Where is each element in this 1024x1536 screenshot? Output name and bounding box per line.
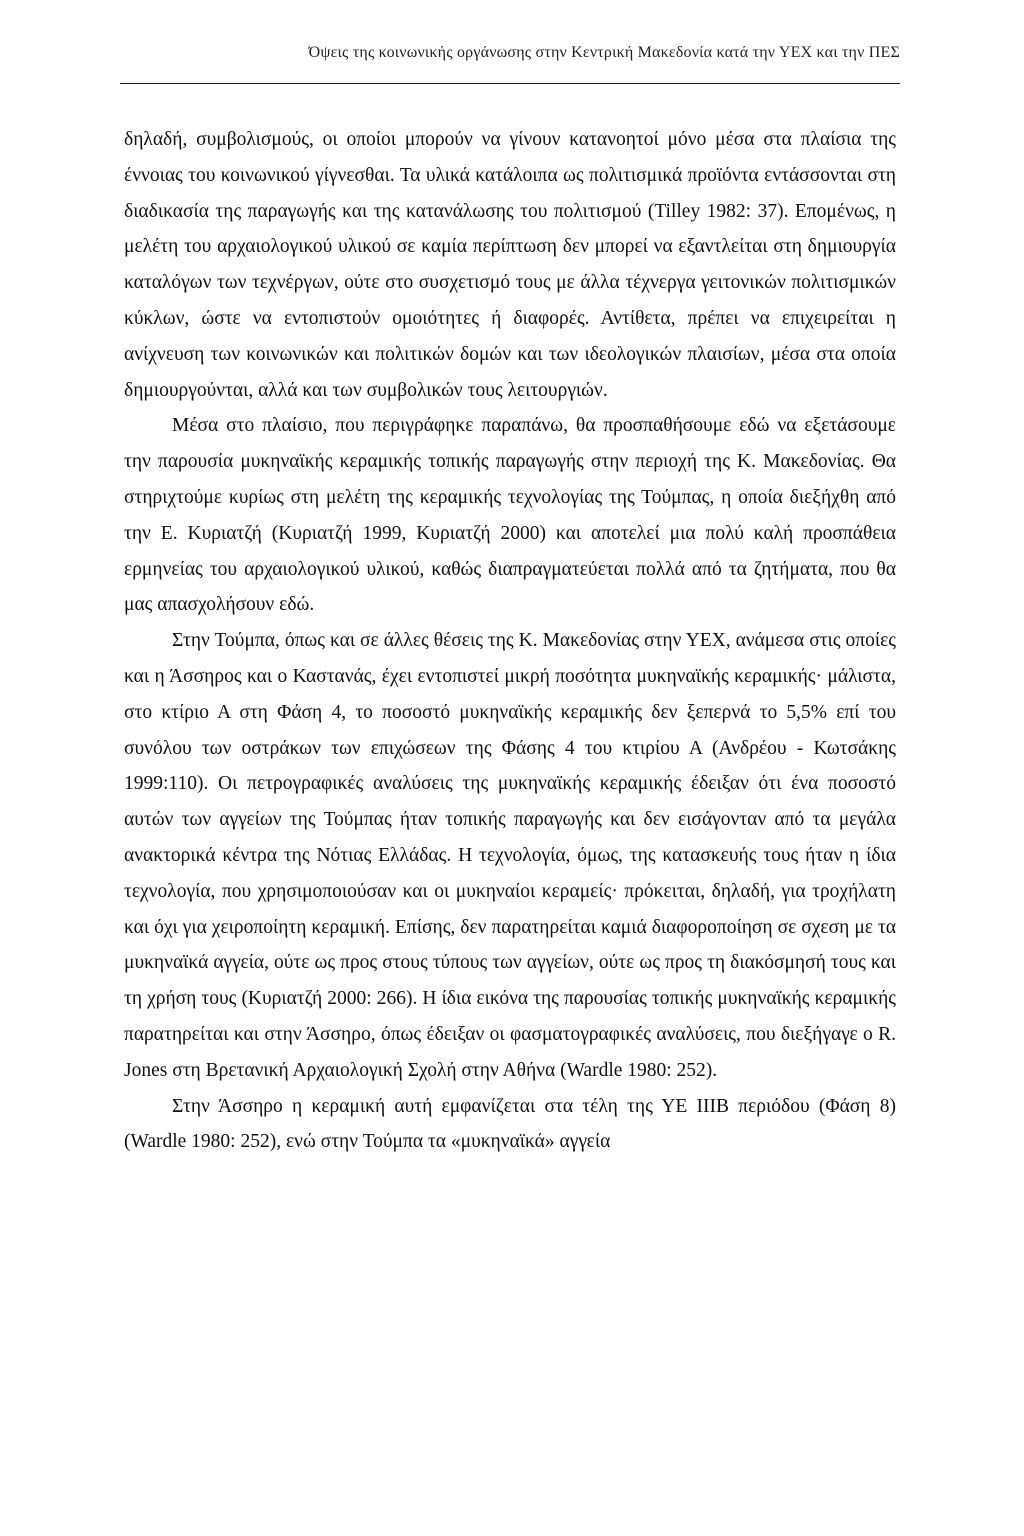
paragraph: Μέσα στο πλαίσιο, που περιγράφηκε παραπάνω, θα προσπαθήσουμε εδώ να εξετάσουμε την παρουσία μυκηναϊκής κεραμικής τοπικής παραγωγής στην περιοχή της Κ. Μακεδονίας. Θα στηριχτούμε κυρίως στη μελέτη της κεραμικής τεχνολογίας της Τούμπας, η οποία διεξήχθη από την Ε. Κυριατζή (Κυριατζή 1999, Κυριατζή 2000) και αποτελεί μια πολύ καλή προσπάθεια ερμηνείας του αρχαιολογικού υλικού, καθώς διαπραγματεύεται πολλά από τα ζητήματα, που θα μας απασχολήσουν εδώ. — [124, 415, 896, 616]
paragraph: Στην Τούμπα, όπως και σε άλλες θέσεις της Κ. Μακεδονίας στην ΥΕΧ, ανάμεσα στις οποίες και η Άσσηρος και ο Καστανάς, έχει εντοπιστεί μικρή ποσότητα μυκηναϊκής κεραμικής· μάλιστα, στο κτίριο Α στη Φάση 4, το ποσοστό μυκηναϊκής κεραμικής δεν ξεπερνά το 5,5% επί του συνόλου των οστράκων των επιχώσεων της Φάσης 4 του κτιρίου Α (Ανδρέου - Κωτσάκης 1999:110). Οι πετρογραφικές αναλύσεις της μυκηναϊκής κεραμικής έδειξαν ότι ένα ποσοστό αυτών των αγγείων της Τούμπας ήταν τοπικής παραγωγής και δεν εισάγονταν από τα μεγάλα ανακτορικά κέντρα της Νότιας Ελλάδας. Η τεχνολογία, όμως, της κατασκευής τους ήταν η ίδια τεχνολογία, που χρησιμοποιούσαν και οι μυκηναίοι κεραμείς· πρόκειται, δηλαδή, για τροχήλατη και όχι για χειροποίητη κεραμική. Επίσης, δεν παρατηρείται καμιά διαφοροποίηση σε σχεση με τα μυκηναϊκά αγγεία, ούτε ως προς στους τύπους των αγγείων, ούτε ως προς τη διακόσμησή τους και τη χρήση τους (Κυριατζή 2000: 266). Η ίδια εικόνα της παρουσίας τοπικής μυκηναϊκής κεραμικής παρατηρείται και στην Άσσηρο, όπως έδειξαν οι φασματογραφικές αναλύσεις, που διεξήγαγε ο R. Jones στη Βρετανική Αρχαιολογική Σχολή στην Αθήνα (Wardle 1980: 252). — [124, 630, 896, 1081]
paragraph: δηλαδή, συμβολισμούς, οι οποίοι μπορούν να γίνουν κατανοητοί μόνο μέσα στα πλαίσια της έννοιας του κοινωνικού γίγνεσθαι. Τα υλικά κατάλοιπα ως πολιτισμικά προϊόντα εντάσσονται στη διαδικασία της παραγωγής και της κατανάλωσης του πολιτισμού (Tilley 1982: 37). Επομένως, η μελέτη του αρχαιολογικού υλικού σε καμία περίπτωση δεν μπορεί να εξαντλείται στη δημιουργία καταλόγων των τεχνέργων, ούτε στο συσχετισμό τους με άλλα τέχνεργα γειτονικών πολιτισμικών κύκλων, ώστε να εντοπιστούν ομοιότητες ή διαφορές. Αντίθετα, πρέπει να επιχειρείται η ανίχνευση των κοινωνικών και πολιτικών δομών και των ιδεολογικών πλαισίων, μέσα στα οποία δημιουργούνται, αλλά και των συμβολικών τους λειτουργιών. — [124, 129, 896, 401]
running-header: Όψεις της κοινωνικής οργάνωσης στην Κεντρική Μακεδονία κατά την ΥΕΧ και την ΠΕΣ — [308, 44, 900, 61]
body-text — [124, 122, 896, 1160]
paragraph: Στην Άσσηρο η κεραμική αυτή εμφανίζεται στα τέλη της ΥΕ ΙΙΙΒ περιόδου (Φάση 8) (Wardle 1980: 252), ενώ στην Τούμπα τα «μυκηναϊκά» αγγεία — [124, 1095, 896, 1153]
header-rule — [120, 83, 900, 84]
